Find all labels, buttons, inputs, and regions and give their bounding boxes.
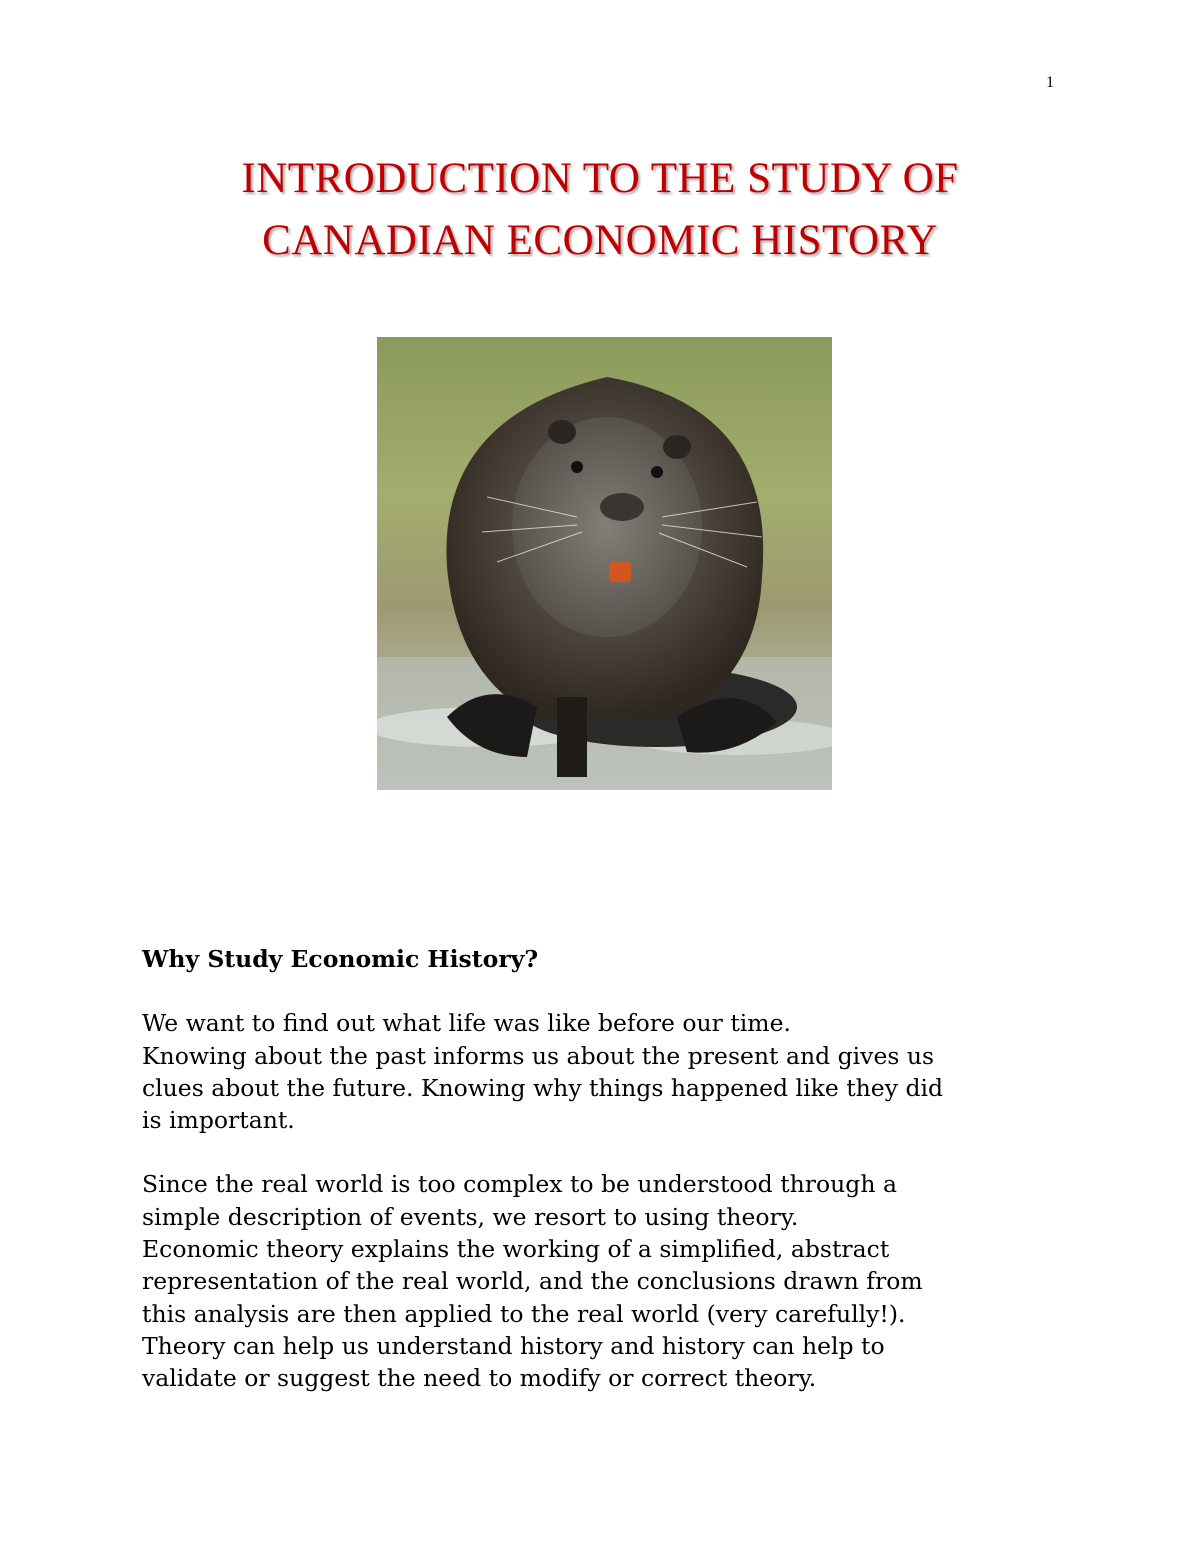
beaver-photo xyxy=(377,337,832,790)
paragraph-2 xyxy=(142,1168,1072,1394)
main-content xyxy=(142,943,1072,1427)
paragraph-1-line: Knowing about the past informs us about the present and gives us xyxy=(142,1041,935,1070)
title-line-1: INTRODUCTION TO THE STUDY OF xyxy=(241,155,959,202)
paragraph-1 xyxy=(142,1007,1072,1136)
paragraph-2-line: this analysis are then applied to the real world (very carefully!). xyxy=(142,1299,906,1328)
paragraph-2-line: Since the real world is too complex to be understood through a xyxy=(142,1170,897,1199)
page-number: 1 xyxy=(1046,74,1054,91)
paragraph-2-line: representation of the real world, and the conclusions drawn from xyxy=(142,1267,923,1296)
paragraph-2-line: validate or suggest the need to modify or correct theory. xyxy=(142,1364,817,1393)
page-title xyxy=(0,148,1200,272)
paragraph-2-line: Theory can help us understand history and history can help to xyxy=(142,1331,885,1360)
paragraph-2-line: Economic theory explains the working of a simplified, abstract xyxy=(142,1235,890,1264)
paragraph-1-line: clues about the future. Knowing why things happened like they did xyxy=(142,1073,944,1102)
paragraph-1-line: We want to find out what life was like before our time. xyxy=(142,1009,791,1038)
title-line-2: CANADIAN ECONOMIC HISTORY xyxy=(262,217,938,264)
section-heading: Why Study Economic History? xyxy=(142,945,539,973)
paragraph-2-line: simple description of events, we resort to using theory. xyxy=(142,1202,799,1231)
paragraph-1-line: is important. xyxy=(142,1106,295,1135)
